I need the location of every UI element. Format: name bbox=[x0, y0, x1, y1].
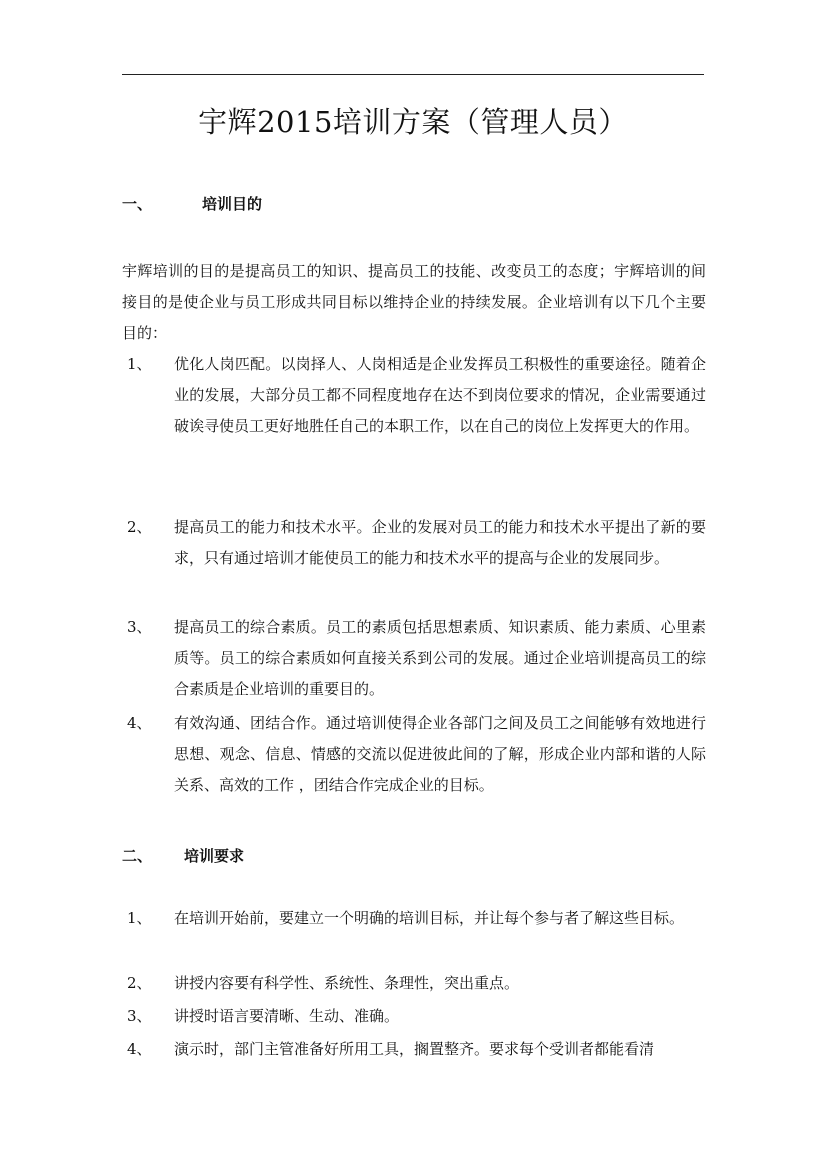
list-item-number: 4、 bbox=[127, 1040, 152, 1058]
list-item-text: 讲授内容要有科学性、系统性、条理性，突出重点。 bbox=[174, 974, 520, 992]
list-item-number: 2、 bbox=[127, 974, 152, 992]
list-item-text: 有效沟通、团结合作。通过培训使得企业各部门之间及员工之间能够有效地进行思想、观念、信息、情感的交流以促进彼此间的了解，形成企业内部和谐的人际关系、高效的工作 ，团结合作完成企业的目标。 bbox=[174, 714, 706, 794]
list-item-number: 4、 bbox=[127, 714, 152, 732]
list-item-text: 演示时，部门主管准备好所用工具，搁置整齐。要求每个受训者都能看清 bbox=[174, 1040, 655, 1058]
list-item bbox=[122, 903, 706, 934]
list-item bbox=[122, 512, 706, 574]
list-item-text: 优化人岗匹配。以岗择人、人岗相适是企业发挥员工积极性的重要途径。随着企业的发展，大部分员工都不同程度地存在达不到岗位要求的情况，企业需要通过破诶寻使员工更好地胜任自己的本职工作，以在自己的岗位上发挥更大的作用。 bbox=[174, 355, 706, 435]
document-title: 宇辉2015培训方案（管理人员） bbox=[198, 105, 628, 139]
section-heading-2 bbox=[122, 845, 245, 867]
section-number: 一、 bbox=[122, 195, 153, 213]
list-item bbox=[122, 612, 706, 705]
list-item-text: 在培训开始前，要建立一个明确的培训目标，并让每个参与者了解这些目标。 bbox=[174, 909, 685, 927]
list-item-text: 讲授时语言要清晰、生动、准确。 bbox=[174, 1007, 400, 1025]
list-item-number: 3、 bbox=[127, 618, 152, 636]
list-item bbox=[122, 708, 706, 801]
section-heading-1 bbox=[122, 193, 263, 215]
list-item-number: 1、 bbox=[127, 909, 152, 927]
list-item-text: 提高员工的能力和技术水平。企业的发展对员工的能力和技术水平提出了新的要求，只有通过培训才能使员工的能力和技术水平的提高与企业的发展同步。 bbox=[174, 518, 706, 567]
list-item bbox=[122, 1034, 706, 1065]
header-rule bbox=[122, 74, 704, 75]
list-item-text: 提高员工的综合素质。员工的素质包括思想素质、知识素质、能力素质、心里素质等。员工的综合素质如何直接关系到公司的发展。通过企业培训提高员工的综合素质是企业培训的重要目的。 bbox=[174, 618, 706, 698]
section-title: 培训要求 bbox=[184, 847, 245, 865]
intro-paragraph: 宇辉培训的目的是提高员工的知识、提高员工的技能、改变员工的态度；宇辉培训的间接目的是使企业与员工形成共同目标以维持企业的持续发展。企业培训有以下几个主要目的： bbox=[122, 262, 706, 342]
list-item-number: 2、 bbox=[127, 518, 152, 536]
list-item-number: 1、 bbox=[127, 355, 152, 373]
section-title: 培训目的 bbox=[202, 195, 263, 213]
list-item bbox=[122, 1001, 706, 1032]
list-item-number: 3、 bbox=[127, 1007, 152, 1025]
list-item bbox=[122, 968, 706, 999]
section-number: 二、 bbox=[122, 847, 153, 865]
list-item bbox=[122, 349, 706, 442]
